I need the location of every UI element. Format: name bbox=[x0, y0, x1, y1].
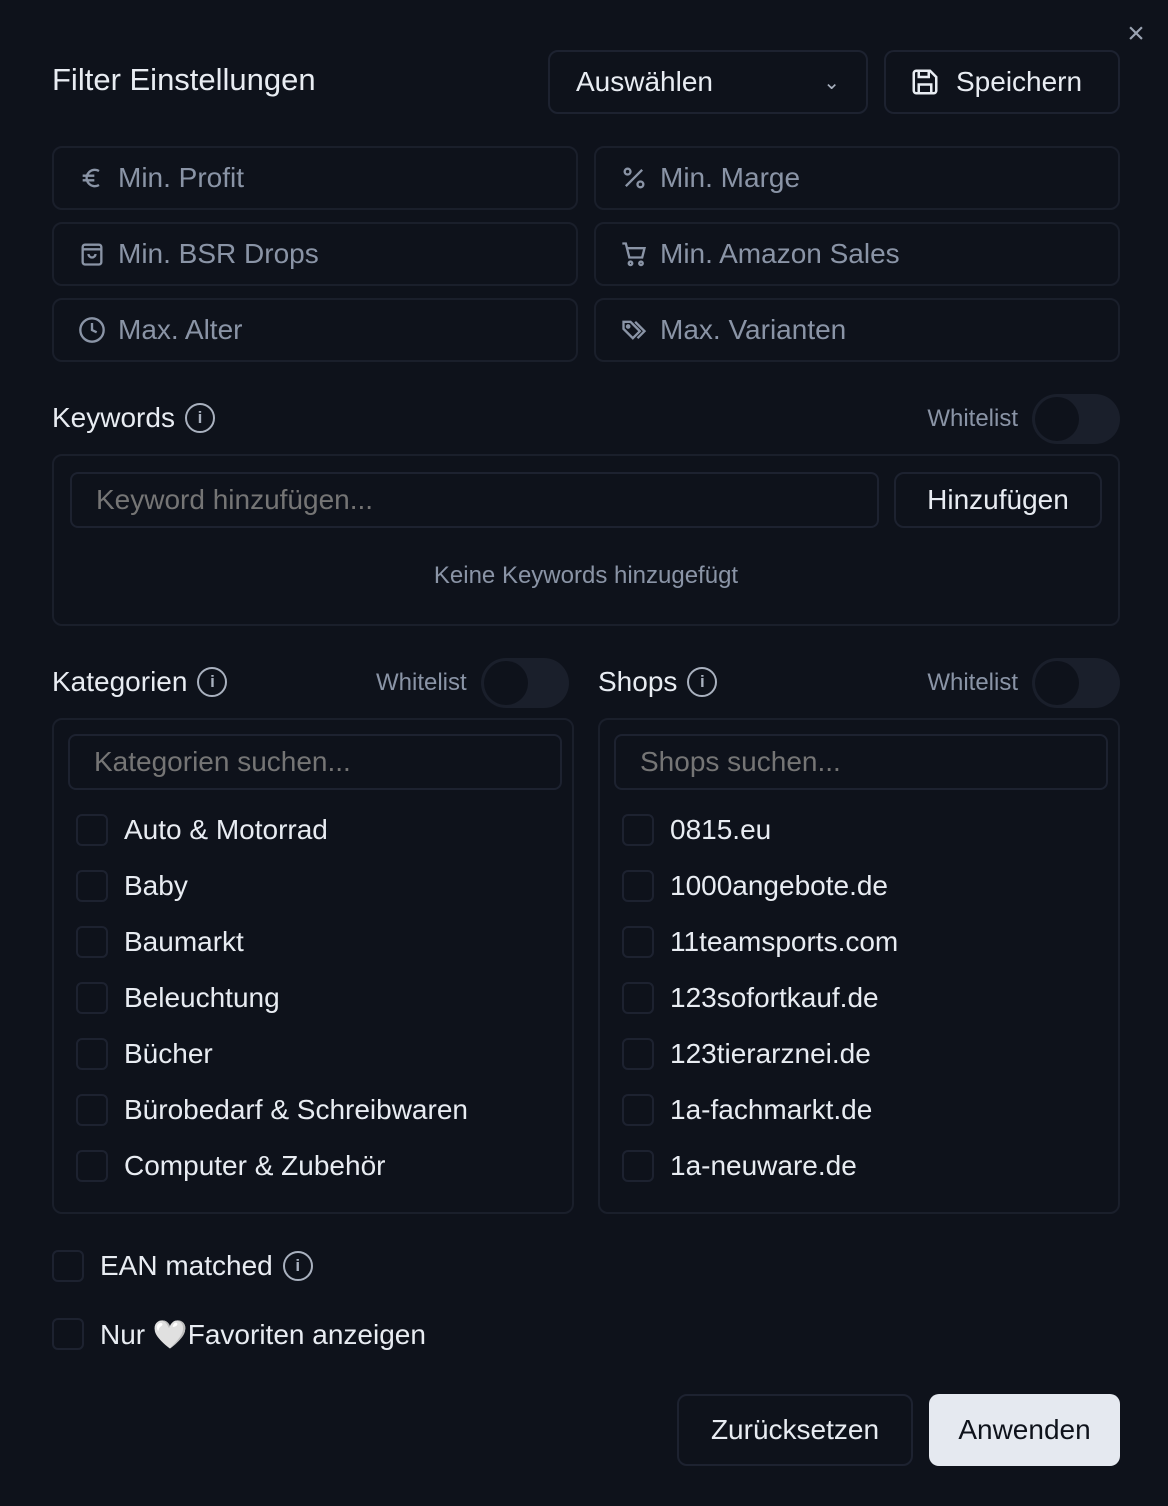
item-label: Bücher bbox=[124, 1038, 213, 1069]
categories-search-input[interactable] bbox=[68, 734, 562, 790]
min-bsr-drops-input[interactable] bbox=[52, 222, 578, 286]
max-varianten-input[interactable] bbox=[594, 298, 1120, 362]
keywords-whitelist bbox=[927, 394, 1120, 444]
info-icon[interactable]: i bbox=[283, 1251, 313, 1281]
whitelist-label: Whitelist bbox=[927, 405, 1018, 432]
min-profit-input[interactable] bbox=[52, 146, 578, 210]
checkbox[interactable] bbox=[76, 982, 108, 1014]
checkbox[interactable] bbox=[622, 1094, 654, 1126]
item-label: 11teamsports.com bbox=[670, 926, 899, 957]
checkbox[interactable] bbox=[622, 1150, 654, 1182]
info-icon[interactable]: i bbox=[197, 667, 227, 697]
checkbox[interactable] bbox=[622, 870, 654, 902]
item-label: Baumarkt bbox=[124, 926, 244, 957]
categories-whitelist-toggle[interactable] bbox=[481, 658, 569, 708]
save-icon bbox=[910, 67, 940, 97]
keywords-empty-state: Keine Keywords hinzugefügt bbox=[433, 562, 739, 589]
item-label: Auto & Motorrad bbox=[124, 814, 328, 845]
shops-whitelist-toggle[interactable] bbox=[1032, 658, 1120, 708]
category-item[interactable] bbox=[76, 1138, 572, 1194]
shop-item[interactable] bbox=[622, 1138, 1118, 1194]
category-item[interactable] bbox=[76, 970, 572, 1026]
save-label: Speichern bbox=[956, 66, 1083, 97]
categories-title: Kategorien bbox=[52, 666, 188, 697]
ean-label: EAN matched bbox=[100, 1250, 273, 1281]
item-label: 0815.eu bbox=[670, 814, 772, 845]
categories-heading bbox=[52, 666, 227, 698]
item-label: Baby bbox=[124, 870, 188, 901]
item-label: Bürobedarf & Schreibwaren bbox=[124, 1094, 468, 1125]
ean-matched-checkbox[interactable] bbox=[52, 1250, 84, 1282]
reset-button[interactable]: Zurücksetzen bbox=[677, 1394, 913, 1466]
checkbox[interactable] bbox=[76, 926, 108, 958]
chevron-down-icon: ⌄ bbox=[823, 71, 840, 94]
close-button[interactable]: × bbox=[1127, 17, 1145, 50]
placeholder: Min. Amazon Sales bbox=[660, 238, 900, 269]
item-label: 1a-fachmarkt.de bbox=[670, 1094, 873, 1125]
ean-matched-option[interactable] bbox=[52, 1238, 313, 1294]
checkbox[interactable] bbox=[76, 1038, 108, 1070]
whitelist-label: Whitelist bbox=[376, 669, 467, 696]
category-item[interactable] bbox=[76, 1082, 572, 1138]
category-item[interactable] bbox=[76, 858, 572, 914]
checkbox[interactable] bbox=[76, 1150, 108, 1182]
clock-icon bbox=[78, 316, 106, 344]
checkbox[interactable] bbox=[622, 926, 654, 958]
placeholder: Min. Profit bbox=[118, 162, 245, 193]
cart-icon bbox=[620, 240, 648, 268]
placeholder: Min. Marge bbox=[660, 162, 801, 193]
favorites-option[interactable] bbox=[52, 1306, 426, 1362]
categories-whitelist bbox=[376, 658, 569, 708]
checkbox[interactable] bbox=[76, 814, 108, 846]
keywords-heading bbox=[52, 402, 215, 434]
shops-heading bbox=[598, 666, 717, 698]
shop-item[interactable] bbox=[622, 970, 1118, 1026]
categories-panel bbox=[52, 718, 574, 1214]
shop-item[interactable] bbox=[622, 802, 1118, 858]
shop-item[interactable] bbox=[622, 1026, 1118, 1082]
item-label: 1a-neuware.de bbox=[670, 1150, 857, 1181]
dialog-title: Filter Einstellungen bbox=[52, 62, 316, 97]
keyword-input[interactable] bbox=[70, 472, 879, 528]
keywords-whitelist-toggle[interactable] bbox=[1032, 394, 1120, 444]
item-label: 123tierarznei.de bbox=[670, 1038, 871, 1069]
checkbox[interactable] bbox=[76, 870, 108, 902]
preset-select[interactable] bbox=[548, 50, 868, 114]
info-icon[interactable]: i bbox=[687, 667, 717, 697]
checkbox[interactable] bbox=[622, 1038, 654, 1070]
shop-item[interactable] bbox=[622, 1082, 1118, 1138]
min-amazon-sales-input[interactable] bbox=[594, 222, 1120, 286]
add-keyword-button[interactable]: Hinzufügen bbox=[894, 472, 1102, 528]
item-label: Computer & Zubehör bbox=[124, 1150, 386, 1181]
placeholder: Min. BSR Drops bbox=[118, 238, 319, 269]
tags-icon bbox=[620, 316, 648, 344]
shops-title: Shops bbox=[598, 666, 678, 697]
placeholder: Max. Varianten bbox=[660, 314, 847, 345]
shops-whitelist bbox=[927, 658, 1120, 708]
shop-item[interactable] bbox=[622, 914, 1118, 970]
category-item[interactable] bbox=[76, 1026, 572, 1082]
favorites-checkbox[interactable] bbox=[52, 1318, 84, 1350]
category-item[interactable] bbox=[76, 802, 572, 858]
checkbox[interactable] bbox=[622, 814, 654, 846]
whitelist-label: Whitelist bbox=[927, 669, 1018, 696]
min-marge-input[interactable] bbox=[594, 146, 1120, 210]
info-icon[interactable]: i bbox=[185, 403, 215, 433]
preset-select-value: Auswählen bbox=[576, 66, 713, 97]
checkbox[interactable] bbox=[76, 1094, 108, 1126]
save-button[interactable] bbox=[884, 50, 1120, 114]
shop-item[interactable] bbox=[622, 858, 1118, 914]
shopping-bag-icon bbox=[78, 240, 106, 268]
item-label: 123sofortkauf.de bbox=[670, 982, 879, 1013]
euro-icon bbox=[78, 164, 106, 192]
apply-button[interactable]: Anwenden bbox=[929, 1394, 1120, 1466]
max-alter-input[interactable] bbox=[52, 298, 578, 362]
favorites-label: Nur 🤍Favoriten anzeigen bbox=[100, 1318, 426, 1350]
keywords-title: Keywords bbox=[52, 402, 175, 433]
percent-icon bbox=[620, 164, 648, 192]
shops-search-input[interactable] bbox=[614, 734, 1108, 790]
checkbox[interactable] bbox=[622, 982, 654, 1014]
category-item[interactable] bbox=[76, 914, 572, 970]
item-label: 1000angebote.de bbox=[670, 870, 888, 901]
shops-panel bbox=[598, 718, 1120, 1214]
placeholder: Max. Alter bbox=[118, 314, 243, 345]
item-label: Beleuchtung bbox=[124, 982, 280, 1013]
